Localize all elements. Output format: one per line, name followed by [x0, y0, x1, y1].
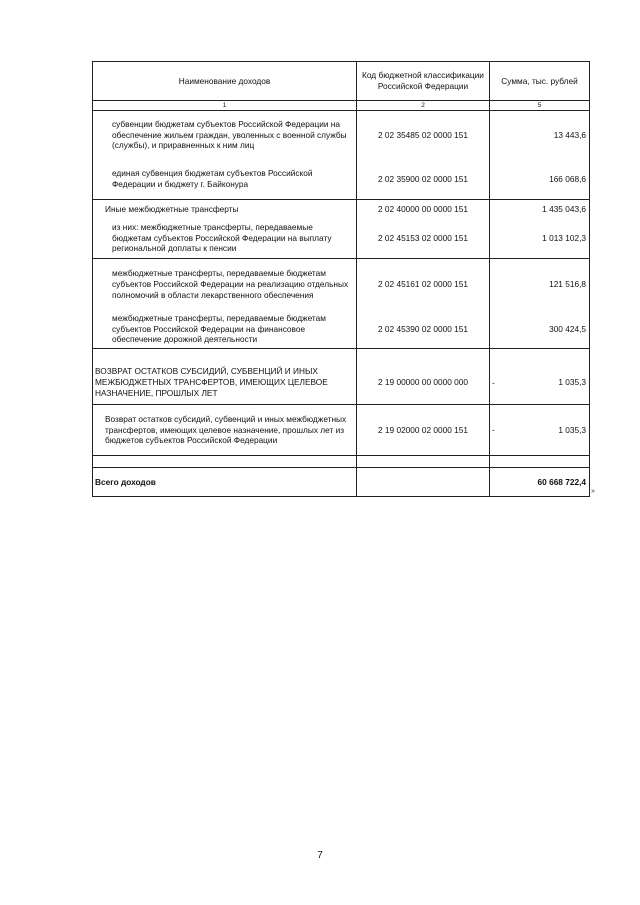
- row-amount: 1 013 102,3: [490, 218, 590, 259]
- spacer-row: [93, 349, 590, 362]
- total-code-empty: [357, 468, 490, 497]
- row-name: межбюджетные трансферты, передаваемые бюджетам субъектов Российской Федерации на финансовое обеспечение дорожной деятельности: [93, 310, 357, 349]
- table-row: [93, 310, 590, 349]
- row-name: Иные межбюджетные трансферты: [93, 200, 357, 219]
- row-code: 2 19 00000 00 0000 000: [357, 361, 490, 405]
- revenue-table: [92, 61, 590, 497]
- header-amount: Сумма, тыс. рублей: [490, 62, 590, 101]
- table-row: [93, 111, 590, 160]
- empty-row: [93, 456, 590, 468]
- row-name: единая субвенция бюджетам субъектов Российской Федерации и бюджету г. Байконура: [93, 159, 357, 200]
- minus-sign: -: [492, 424, 495, 435]
- row-code: 2 02 35485 02 0000 151: [357, 111, 490, 160]
- table-row: [93, 218, 590, 259]
- row-amount: [490, 361, 590, 405]
- row-amount: 1 435 043,6: [490, 200, 590, 219]
- row-name: ВОЗВРАТ ОСТАТКОВ СУБСИДИЙ, СУБВЕНЦИЙ И ИНЫХ МЕЖБЮДЖЕТНЫХ ТРАНСФЕРТОВ, ИМЕЮЩИХ ЦЕЛЕВОЕ НАЗНАЧЕНИЕ, ПРОШЛЫХ ЛЕТ: [93, 361, 357, 405]
- row-code: 2 02 45161 02 0000 151: [357, 259, 490, 311]
- row-name: Возврат остатков субсидий, субвенций и иных межбюджетных трансфертов, имеющих целевое назначение, прошлых лет из бюджетов субъектов Российской Федерации: [93, 405, 357, 456]
- column-number-2: 2: [357, 101, 490, 111]
- amount-value: 1 035,3: [558, 424, 586, 435]
- table-row: [93, 200, 590, 219]
- row-name: субвенции бюджетам субъектов Российской Федерации на обеспечение жильем граждан, уволенных с военной службы (службы), и приравненных к ним лиц: [93, 111, 357, 160]
- column-number-1: 1: [93, 101, 357, 111]
- page-number: 7: [317, 850, 323, 861]
- table-row: [93, 259, 590, 311]
- column-number-3: 5: [490, 101, 590, 111]
- amount-value: 1 035,3: [558, 377, 586, 388]
- row-code: 2 02 45153 02 0000 151: [357, 218, 490, 259]
- row-amount: 300 424,5: [490, 310, 590, 349]
- row-name: межбюджетные трансферты, передаваемые бюджетам субъектов Российской Федерации на реализацию отдельных полномочий в области лекарственного обеспечения: [93, 259, 357, 311]
- row-code: 2 02 35900 02 0000 151: [357, 159, 490, 200]
- table-row: [93, 361, 590, 405]
- total-amount: 60 668 722,4: [490, 468, 590, 497]
- row-amount: [490, 405, 590, 456]
- table-header-row: [93, 62, 590, 101]
- row-code: 2 19 02000 02 0000 151: [357, 405, 490, 456]
- row-amount: 13 443,6: [490, 111, 590, 160]
- header-name: Наименование доходов: [93, 62, 357, 101]
- row-amount: 166 068,6: [490, 159, 590, 200]
- table-row: [93, 159, 590, 200]
- row-name: из них: межбюджетные трансферты, передаваемые бюджетам субъектов Российской Федерации на выплату региональной доплаты к пенсии: [93, 218, 357, 259]
- closing-quote: »: [591, 488, 595, 495]
- row-code: 2 02 45390 02 0000 151: [357, 310, 490, 349]
- total-row: [93, 468, 590, 497]
- minus-sign: -: [492, 377, 495, 388]
- row-code: 2 02 40000 00 0000 151: [357, 200, 490, 219]
- column-number-row: [93, 101, 590, 111]
- table-row: [93, 405, 590, 456]
- header-code: Код бюджетной классификации Российской Федерации: [357, 62, 490, 101]
- row-amount: 121 516,8: [490, 259, 590, 311]
- total-label: Всего доходов: [93, 468, 357, 497]
